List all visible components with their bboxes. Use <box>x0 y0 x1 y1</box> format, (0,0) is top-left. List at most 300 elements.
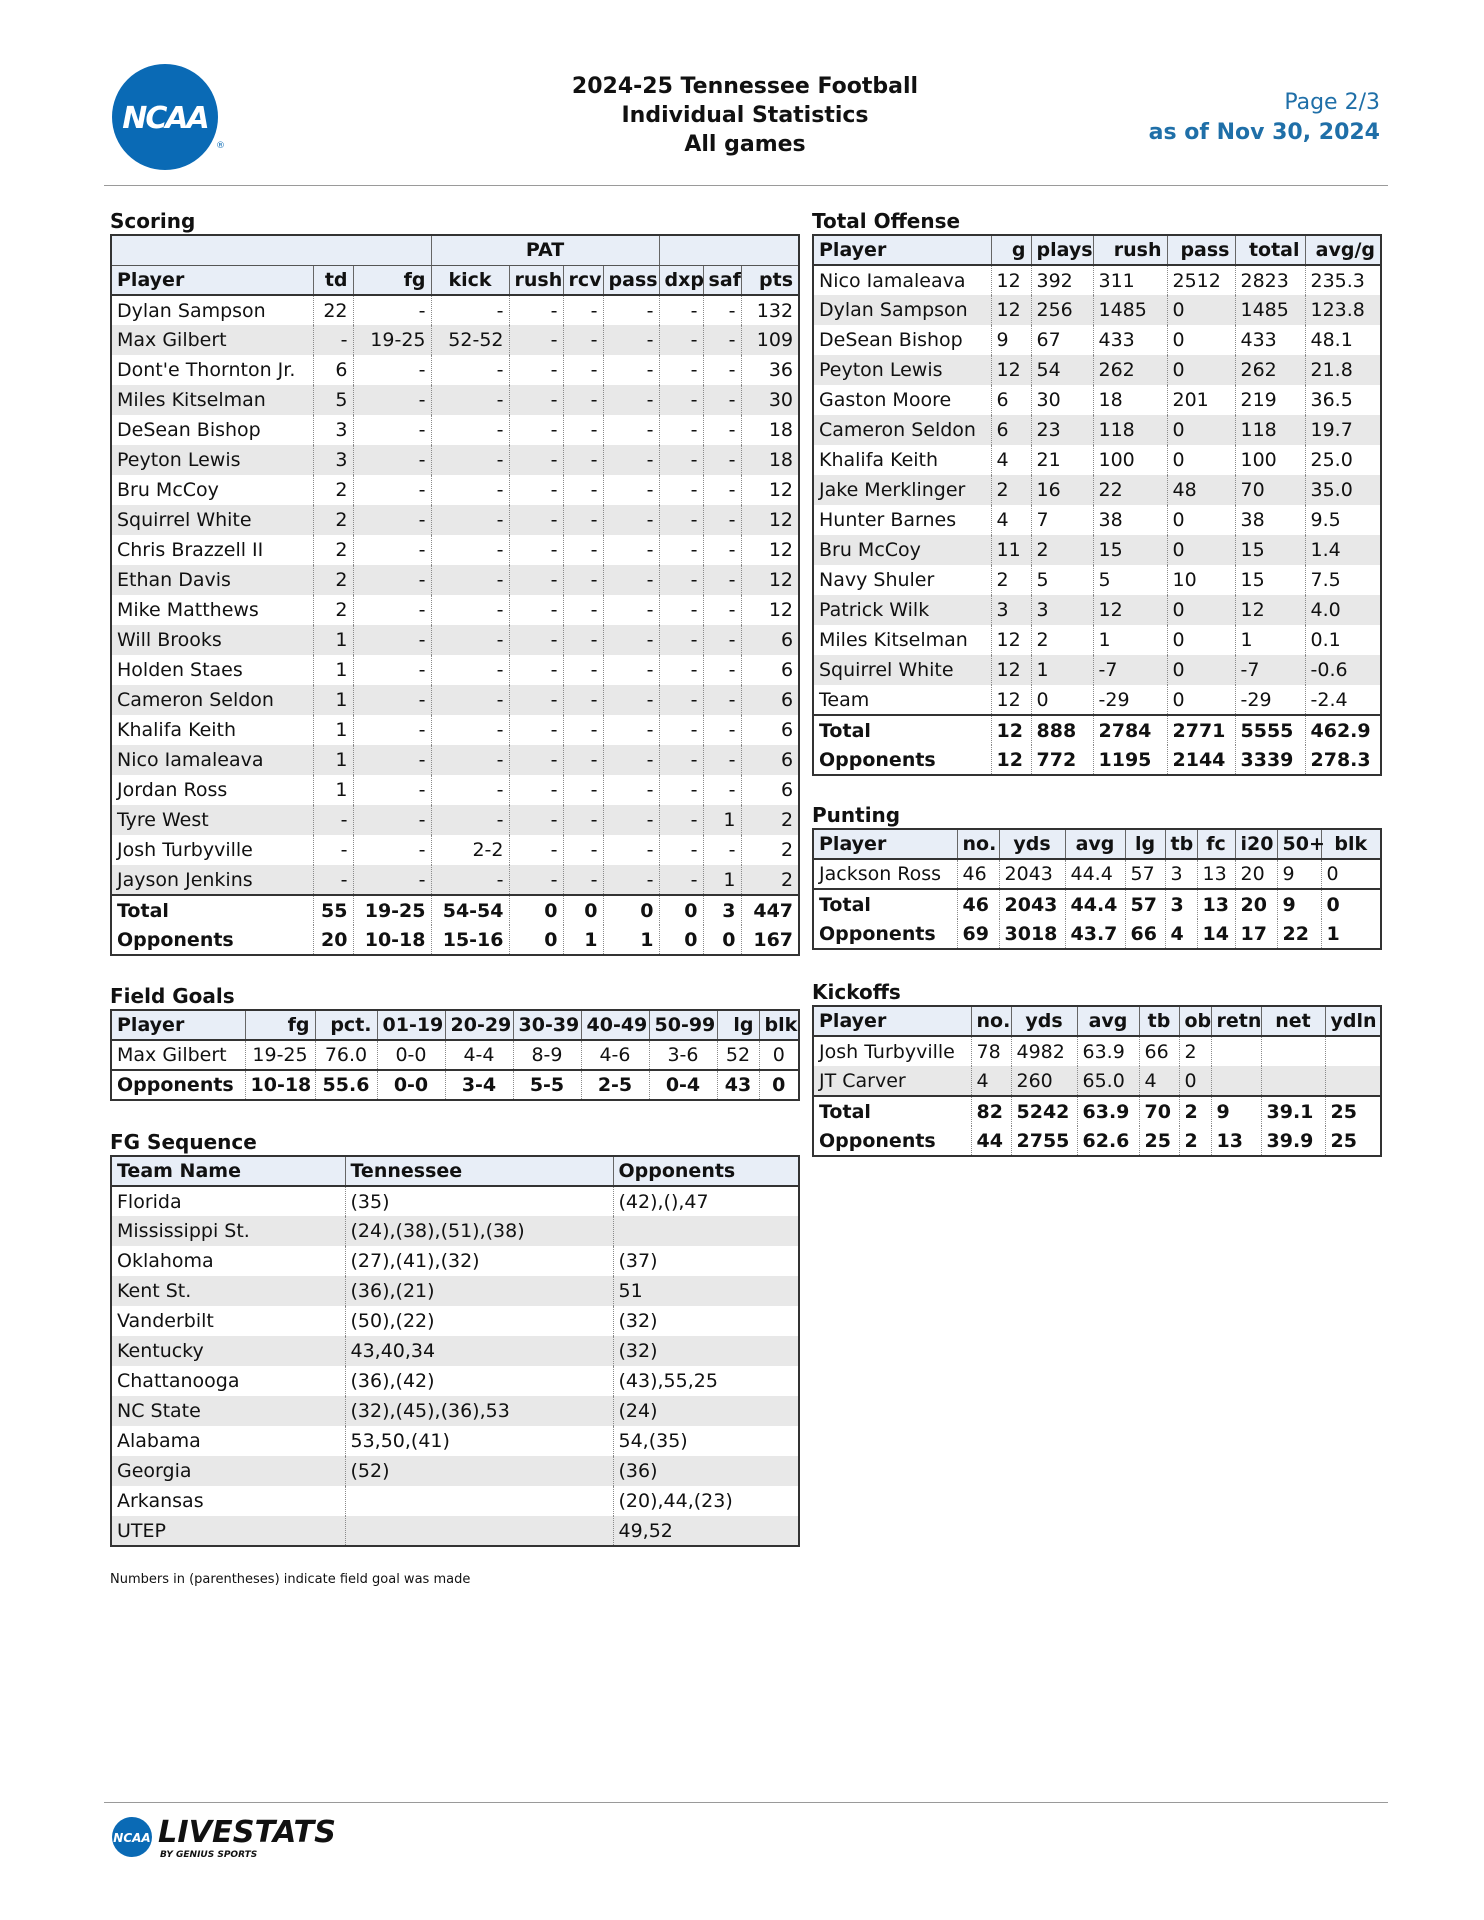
table-cell: 100 <box>1093 445 1167 475</box>
table-cell: 1485 <box>1093 295 1167 325</box>
table-cell: - <box>509 865 563 895</box>
table-cell: 3 <box>313 415 353 445</box>
table-cell: Miles Kitselman <box>111 385 313 415</box>
table-cell: - <box>509 325 563 355</box>
table-cell: Navy Shuler <box>813 565 991 595</box>
table-cell: 1 <box>313 745 353 775</box>
kickoffs-column-header: yds <box>1011 1006 1077 1036</box>
table-cell: 21.8 <box>1305 355 1381 385</box>
table-cell: NC State <box>111 1396 345 1426</box>
table-cell: -29 <box>1093 685 1167 715</box>
table-cell: 63.9 <box>1077 1036 1139 1066</box>
table-cell: 52-52 <box>431 325 509 355</box>
table-cell: 52 <box>717 1040 759 1070</box>
table-cell: - <box>563 595 603 625</box>
total-offense-column-header: Player <box>813 235 991 265</box>
table-cell: 0 <box>703 925 741 955</box>
table-cell: 39.9 <box>1261 1126 1325 1156</box>
table-row <box>111 1186 799 1216</box>
table-cell: 5 <box>1093 565 1167 595</box>
table-cell: 9.5 <box>1305 505 1381 535</box>
table-cell: - <box>353 385 431 415</box>
table-cell: - <box>603 475 659 505</box>
table-cell: - <box>659 565 703 595</box>
table-cell: 2043 <box>999 859 1065 889</box>
table-row <box>111 655 799 685</box>
field-goals-column-header: 30-39 <box>513 1010 581 1040</box>
table-cell: - <box>659 745 703 775</box>
table-cell: 14 <box>1197 919 1235 949</box>
table-cell: (42),(),47 <box>613 1186 799 1216</box>
table-row <box>111 295 799 325</box>
table-cell: 43 <box>717 1070 759 1100</box>
table-cell: 55 <box>313 895 353 925</box>
table-cell: 100 <box>1235 445 1305 475</box>
table-cell: 5242 <box>1011 1096 1077 1126</box>
table-cell: (27),(41),(32) <box>345 1246 613 1276</box>
table-cell: 0 <box>509 925 563 955</box>
table-cell: 256 <box>1031 295 1093 325</box>
table-cell: - <box>313 325 353 355</box>
table-row <box>813 505 1381 535</box>
table-cell: 3018 <box>999 919 1065 949</box>
table-cell: - <box>603 565 659 595</box>
table-cell: - <box>563 715 603 745</box>
table-cell: 4 <box>991 505 1031 535</box>
table-cell: - <box>313 835 353 865</box>
table-cell: 0-0 <box>377 1070 445 1100</box>
total-offense-table <box>812 234 1382 776</box>
totals-row <box>111 925 799 955</box>
table-cell: Opponents <box>813 1126 971 1156</box>
table-cell: - <box>509 805 563 835</box>
table-cell: 118 <box>1235 415 1305 445</box>
table-cell: 12 <box>1093 595 1167 625</box>
table-cell: - <box>563 685 603 715</box>
table-cell: - <box>659 865 703 895</box>
punting-column-header: 50+ <box>1277 829 1321 859</box>
punting-column-header: blk <box>1321 829 1381 859</box>
livestats-byline: BY GENIUS SPORTS <box>160 1850 258 1860</box>
table-cell: 57 <box>1125 859 1165 889</box>
table-cell: -2.4 <box>1305 685 1381 715</box>
table-cell: 5555 <box>1235 715 1305 745</box>
table-cell: 20 <box>313 925 353 955</box>
table-cell: 118 <box>1093 415 1167 445</box>
table-cell: (32) <box>613 1306 799 1336</box>
table-cell: - <box>659 685 703 715</box>
table-cell: - <box>509 385 563 415</box>
kickoffs-column-header: Player <box>813 1006 971 1036</box>
table-cell: 1.4 <box>1305 535 1381 565</box>
footer-divider <box>104 1802 1388 1803</box>
table-cell: 0 <box>1031 685 1093 715</box>
table-cell: 19.7 <box>1305 415 1381 445</box>
table-cell: - <box>563 475 603 505</box>
table-cell: 70 <box>1235 475 1305 505</box>
table-cell: Dylan Sampson <box>813 295 991 325</box>
table-cell: 76.0 <box>315 1040 377 1070</box>
table-cell: - <box>431 865 509 895</box>
table-cell: - <box>703 595 741 625</box>
table-cell: - <box>431 415 509 445</box>
table-cell: 12 <box>741 535 799 565</box>
table-cell: -0.6 <box>1305 655 1381 685</box>
table-cell: - <box>431 805 509 835</box>
field-goals-column-header: blk <box>759 1010 799 1040</box>
table-cell: 433 <box>1093 325 1167 355</box>
punting-column-header: i20 <box>1235 829 1277 859</box>
table-cell: 19-25 <box>245 1040 315 1070</box>
table-cell: 46 <box>957 859 999 889</box>
table-cell: 22 <box>1093 475 1167 505</box>
table-cell: 54 <box>1031 355 1093 385</box>
table-cell: Patrick Wilk <box>813 595 991 625</box>
table-cell: - <box>353 805 431 835</box>
table-cell: 2-5 <box>581 1070 649 1100</box>
kickoffs-column-header: avg <box>1077 1006 1139 1036</box>
table-cell: 15 <box>1235 565 1305 595</box>
table-cell: - <box>603 325 659 355</box>
table-cell: Jackson Ross <box>813 859 957 889</box>
table-cell: - <box>603 415 659 445</box>
table-cell <box>345 1516 613 1546</box>
total-offense-column-header: total <box>1235 235 1305 265</box>
table-cell: 1 <box>313 775 353 805</box>
fg-sequence-column-header: Team Name <box>111 1156 345 1186</box>
table-row <box>111 1396 799 1426</box>
kickoffs-table <box>812 1005 1382 1157</box>
table-cell: - <box>603 835 659 865</box>
report-title-line1: 2024-25 Tennessee Football <box>571 74 919 99</box>
table-cell: - <box>703 505 741 535</box>
table-cell: 69 <box>957 919 999 949</box>
table-cell: - <box>659 325 703 355</box>
table-cell: Oklahoma <box>111 1246 345 1276</box>
table-cell: - <box>353 625 431 655</box>
table-cell: 6 <box>741 685 799 715</box>
table-cell: 6 <box>741 715 799 745</box>
total-offense-column-header: pass <box>1167 235 1235 265</box>
table-cell: 7 <box>1031 505 1093 535</box>
table-cell: 2771 <box>1167 715 1235 745</box>
table-cell: 0 <box>1167 655 1235 685</box>
table-cell: 44.4 <box>1065 889 1125 919</box>
table-cell: 54,(35) <box>613 1426 799 1456</box>
table-cell: - <box>353 595 431 625</box>
table-cell: 48.1 <box>1305 325 1381 355</box>
table-cell: 12 <box>991 295 1031 325</box>
field-goals-table <box>110 1009 800 1101</box>
table-cell: - <box>509 655 563 685</box>
table-cell: - <box>509 475 563 505</box>
table-cell: 0 <box>1321 859 1381 889</box>
table-cell: Peyton Lewis <box>813 355 991 385</box>
table-cell: 772 <box>1031 745 1093 775</box>
table-cell: 55.6 <box>315 1070 377 1100</box>
table-row <box>111 805 799 835</box>
table-cell: 6 <box>741 745 799 775</box>
page-number: Page 2/3 <box>1284 90 1380 115</box>
table-cell: - <box>563 865 603 895</box>
table-cell: - <box>703 445 741 475</box>
table-cell: 1 <box>563 925 603 955</box>
scoring-column-header: rush <box>509 265 563 295</box>
table-cell: - <box>431 445 509 475</box>
scoring-column-header: Player <box>111 265 313 295</box>
field-goals-section <box>110 983 800 1101</box>
table-cell: - <box>353 655 431 685</box>
table-cell: - <box>603 595 659 625</box>
table-row <box>111 1366 799 1396</box>
table-cell: 0 <box>759 1040 799 1070</box>
table-cell: 16 <box>1031 475 1093 505</box>
punting-section <box>812 802 1382 950</box>
table-cell: 2784 <box>1093 715 1167 745</box>
table-cell: 2755 <box>1011 1126 1077 1156</box>
table-cell: 3 <box>703 895 741 925</box>
table-cell: Dont'e Thornton Jr. <box>111 355 313 385</box>
table-cell: Bru McCoy <box>111 475 313 505</box>
table-cell: - <box>431 475 509 505</box>
table-cell: 12 <box>991 625 1031 655</box>
table-cell <box>1261 1036 1325 1066</box>
table-cell: 2823 <box>1235 265 1305 295</box>
table-cell: - <box>603 715 659 745</box>
table-row <box>111 475 799 505</box>
table-cell: 12 <box>1235 595 1305 625</box>
table-cell: Team <box>813 685 991 715</box>
table-cell: 0 <box>1167 325 1235 355</box>
table-cell: 13 <box>1211 1126 1261 1156</box>
table-cell: 12 <box>991 655 1031 685</box>
table-cell: 4-4 <box>445 1040 513 1070</box>
table-cell: 0 <box>603 895 659 925</box>
table-cell: 48 <box>1167 475 1235 505</box>
table-cell: - <box>603 775 659 805</box>
table-cell: - <box>563 775 603 805</box>
scoring-column-header: rcv <box>563 265 603 295</box>
table-cell: 4-6 <box>581 1040 649 1070</box>
table-cell: Khalifa Keith <box>813 445 991 475</box>
table-cell: 12 <box>991 355 1031 385</box>
table-cell: 12 <box>991 685 1031 715</box>
table-cell: - <box>703 475 741 505</box>
table-cell: 12 <box>741 595 799 625</box>
table-cell: Nico Iamaleava <box>111 745 313 775</box>
table-cell: Gaston Moore <box>813 385 991 415</box>
table-cell: -29 <box>1235 685 1305 715</box>
table-cell: Total <box>813 1096 971 1126</box>
scoring-column-header: td <box>313 265 353 295</box>
table-cell: 39.1 <box>1261 1096 1325 1126</box>
table-cell: - <box>703 625 741 655</box>
table-cell: 2 <box>1179 1036 1211 1066</box>
table-cell: 5-5 <box>513 1070 581 1100</box>
table-cell: Jake Merklinger <box>813 475 991 505</box>
table-cell: 447 <box>741 895 799 925</box>
field-goals-column-header: 20-29 <box>445 1010 513 1040</box>
table-cell: 0 <box>1167 505 1235 535</box>
table-cell: Kent St. <box>111 1276 345 1306</box>
ncaa-logo-text: NCAA <box>122 101 208 136</box>
table-cell: Chattanooga <box>111 1366 345 1396</box>
scoring-column-header: pts <box>741 265 799 295</box>
table-cell: Opponents <box>111 925 313 955</box>
punting-table <box>812 828 1382 950</box>
table-cell: 11 <box>991 535 1031 565</box>
table-cell: - <box>431 685 509 715</box>
table-cell: 1 <box>703 865 741 895</box>
table-row <box>813 325 1381 355</box>
table-row <box>813 625 1381 655</box>
table-cell: - <box>509 625 563 655</box>
table-cell: 62.6 <box>1077 1126 1139 1156</box>
table-cell: (37) <box>613 1246 799 1276</box>
table-cell: 2144 <box>1167 745 1235 775</box>
table-cell: - <box>509 745 563 775</box>
field-goals-column-header: Player <box>111 1010 245 1040</box>
table-cell: (36),(42) <box>345 1366 613 1396</box>
livestats-logo <box>110 1812 340 1862</box>
table-cell: 4.0 <box>1305 595 1381 625</box>
table-cell: Vanderbilt <box>111 1306 345 1336</box>
scoring-column-header: saf <box>703 265 741 295</box>
table-cell: Nico Iamaleava <box>813 265 991 295</box>
table-cell: - <box>659 385 703 415</box>
table-cell: - <box>659 835 703 865</box>
table-row <box>813 535 1381 565</box>
table-row <box>111 1486 799 1516</box>
table-cell: - <box>509 775 563 805</box>
total-offense-column-header: g <box>991 235 1031 265</box>
table-cell: - <box>703 565 741 595</box>
table-cell: 51 <box>613 1276 799 1306</box>
table-cell: Jayson Jenkins <box>111 865 313 895</box>
table-cell: - <box>563 445 603 475</box>
kickoffs-column-header: retn <box>1211 1006 1261 1036</box>
totals-row <box>813 919 1381 949</box>
table-cell: DeSean Bishop <box>813 325 991 355</box>
table-cell: - <box>603 685 659 715</box>
table-cell: - <box>603 535 659 565</box>
table-cell: - <box>431 355 509 385</box>
table-cell: 44.4 <box>1065 859 1125 889</box>
table-cell: 0 <box>759 1070 799 1100</box>
table-cell: - <box>659 805 703 835</box>
table-cell: - <box>353 535 431 565</box>
table-cell: (24),(38),(51),(38) <box>345 1216 613 1246</box>
table-cell: - <box>563 805 603 835</box>
table-row <box>111 865 799 895</box>
table-cell: 12 <box>741 505 799 535</box>
table-cell <box>1211 1066 1261 1096</box>
table-cell: 2 <box>991 565 1031 595</box>
table-cell: - <box>703 415 741 445</box>
table-cell: 0 <box>1167 355 1235 385</box>
table-cell: - <box>431 775 509 805</box>
table-cell: 19-25 <box>353 895 431 925</box>
table-cell: Hunter Barnes <box>813 505 991 535</box>
total-offense-column-header: rush <box>1093 235 1167 265</box>
table-cell: 1 <box>313 655 353 685</box>
svg-text:®: ® <box>216 141 225 151</box>
table-cell: 1 <box>603 925 659 955</box>
table-cell: 35.0 <box>1305 475 1381 505</box>
table-cell: 9 <box>991 325 1031 355</box>
kickoffs-column-header: no. <box>971 1006 1011 1036</box>
table-cell: 22 <box>1277 919 1321 949</box>
table-cell: Squirrel White <box>813 655 991 685</box>
kickoffs-column-header: ob <box>1179 1006 1211 1036</box>
table-cell: - <box>659 355 703 385</box>
table-cell: - <box>659 475 703 505</box>
table-cell: Khalifa Keith <box>111 715 313 745</box>
table-cell: 235.3 <box>1305 265 1381 295</box>
table-cell: - <box>703 535 741 565</box>
table-cell: 46 <box>957 889 999 919</box>
table-row <box>111 685 799 715</box>
table-cell: 12 <box>991 265 1031 295</box>
table-row <box>111 1216 799 1246</box>
table-cell: 7.5 <box>1305 565 1381 595</box>
report-title-line3: All games <box>684 132 806 157</box>
table-cell: 462.9 <box>1305 715 1381 745</box>
table-cell <box>345 1486 613 1516</box>
table-row <box>813 385 1381 415</box>
table-cell: - <box>603 385 659 415</box>
table-cell: 15 <box>1093 535 1167 565</box>
table-cell: 888 <box>1031 715 1093 745</box>
table-cell: - <box>703 685 741 715</box>
table-cell: - <box>703 325 741 355</box>
table-cell: 54-54 <box>431 895 509 925</box>
table-row <box>813 265 1381 295</box>
table-cell: Cameron Seldon <box>111 685 313 715</box>
table-cell: Total <box>813 715 991 745</box>
table-cell: - <box>431 625 509 655</box>
scoring-column-header: dxp <box>659 265 703 295</box>
kickoffs-column-header: tb <box>1139 1006 1179 1036</box>
table-cell: 36 <box>741 355 799 385</box>
field-goals-column-header: pct. <box>315 1010 377 1040</box>
scoring-column-header: pass <box>603 265 659 295</box>
table-row <box>813 415 1381 445</box>
table-cell: - <box>563 415 603 445</box>
table-cell: - <box>563 655 603 685</box>
table-cell: 123.8 <box>1305 295 1381 325</box>
table-cell: 0 <box>1167 595 1235 625</box>
punting-column-header: Player <box>813 829 957 859</box>
table-cell: 2043 <box>999 889 1065 919</box>
table-cell: 9 <box>1277 859 1321 889</box>
table-cell: 1195 <box>1093 745 1167 775</box>
table-cell: 18 <box>741 445 799 475</box>
table-cell: Total <box>813 889 957 919</box>
table-cell: - <box>659 505 703 535</box>
table-cell: -7 <box>1093 655 1167 685</box>
table-cell: Alabama <box>111 1426 345 1456</box>
table-cell: - <box>703 775 741 805</box>
table-cell: 0 <box>1167 685 1235 715</box>
livestats-wordmark: LIVESTATS <box>158 1815 336 1850</box>
table-cell: - <box>509 295 563 325</box>
table-cell: - <box>353 355 431 385</box>
table-cell: - <box>353 865 431 895</box>
table-cell: - <box>353 565 431 595</box>
table-cell: Cameron Seldon <box>813 415 991 445</box>
table-row <box>813 475 1381 505</box>
